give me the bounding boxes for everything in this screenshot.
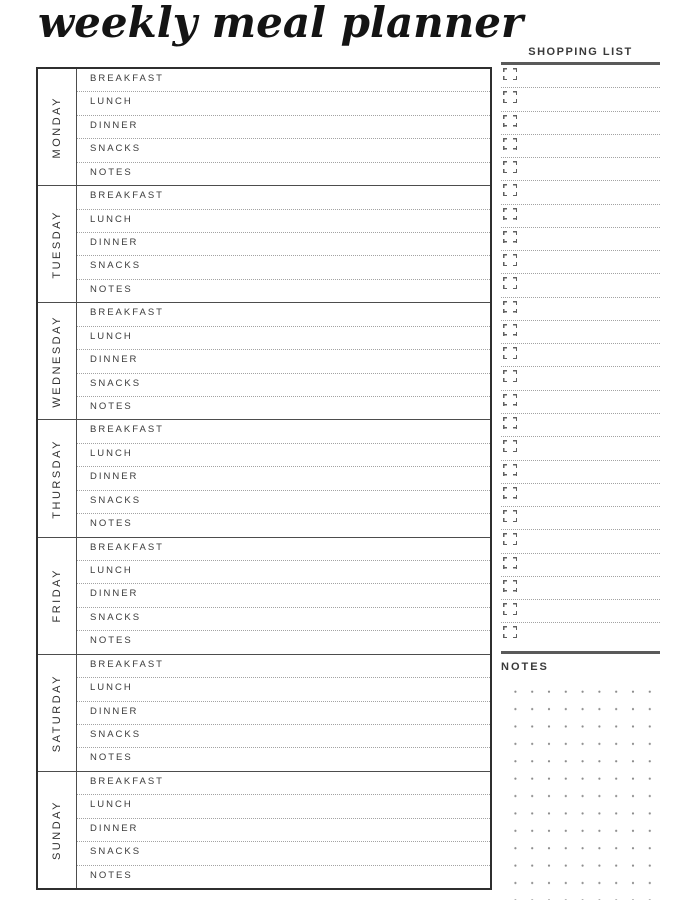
meal-row-snacks[interactable] — [77, 608, 490, 631]
day-block-wednesday — [38, 302, 490, 419]
checkbox-icon[interactable] — [503, 510, 517, 522]
day-label-cell — [38, 772, 77, 888]
meal-row-notes[interactable] — [77, 514, 490, 536]
shopping-list-item[interactable] — [501, 461, 660, 484]
shopping-list-item[interactable] — [501, 298, 660, 321]
meal-rows — [77, 186, 490, 302]
meal-row-lunch[interactable] — [77, 678, 490, 701]
meal-row-label: NOTES — [90, 869, 133, 881]
day-name-label: SATURDAY — [51, 673, 63, 752]
checkbox-icon[interactable] — [503, 208, 517, 220]
day-label-cell — [38, 655, 77, 771]
shopping-list-item[interactable] — [501, 577, 660, 600]
meal-row-lunch[interactable] — [77, 92, 490, 115]
checkbox-icon[interactable] — [503, 301, 517, 313]
notes-title: NOTES — [501, 660, 549, 673]
meal-row-label: NOTES — [90, 400, 133, 412]
meal-row-breakfast[interactable] — [77, 538, 490, 561]
meal-row-label: NOTES — [90, 518, 133, 530]
checkbox-icon[interactable] — [503, 487, 517, 499]
day-label-cell — [38, 420, 77, 536]
meal-row-label: BREAKFAST — [90, 73, 164, 84]
meal-row-notes[interactable] — [77, 280, 490, 302]
meal-row-snacks[interactable] — [77, 139, 490, 162]
day-block-tuesday — [38, 185, 490, 302]
day-name-label: TUESDAY — [51, 209, 63, 279]
meal-row-snacks[interactable] — [77, 256, 490, 279]
meal-row-notes[interactable] — [77, 748, 490, 770]
side-column — [501, 46, 660, 900]
meal-row-label: BREAKFAST — [90, 307, 164, 319]
meal-row-notes[interactable] — [77, 397, 490, 419]
meal-row-label: BREAKFAST — [90, 424, 164, 436]
meal-row-lunch[interactable] — [77, 561, 490, 584]
day-block-thursday — [38, 419, 490, 536]
page-title: weekly meal planner — [38, 0, 524, 47]
meal-row-label: SNACKS — [90, 260, 142, 272]
meal-row-label: NOTES — [90, 283, 133, 295]
meal-row-label: DINNER — [90, 236, 139, 248]
shopping-list-item[interactable] — [501, 112, 660, 135]
meal-row-label: LUNCH — [90, 330, 133, 342]
checkbox-icon[interactable] — [503, 184, 517, 196]
meal-row-label: DINNER — [90, 471, 139, 483]
meal-rows — [77, 69, 490, 185]
checkbox-icon[interactable] — [503, 254, 517, 266]
meal-row-dinner[interactable] — [77, 702, 490, 725]
meal-row-snacks[interactable] — [77, 491, 490, 514]
shopping-list-title: SHOPPING LIST — [528, 46, 633, 58]
meal-row-dinner[interactable] — [77, 116, 490, 139]
meal-row-label: NOTES — [90, 635, 133, 647]
shopping-list-item[interactable] — [501, 391, 660, 414]
checkbox-icon[interactable] — [503, 324, 517, 336]
shopping-list-item[interactable] — [501, 344, 660, 367]
checkbox-icon[interactable] — [503, 603, 517, 615]
meal-row-breakfast[interactable] — [77, 655, 490, 678]
meal-row-label: SNACKS — [90, 377, 142, 389]
meal-row-dinner[interactable] — [77, 584, 490, 607]
meal-row-snacks[interactable] — [77, 725, 490, 748]
checkbox-icon[interactable] — [503, 277, 517, 289]
checkbox-icon[interactable] — [503, 347, 517, 359]
meal-row-label: LUNCH — [90, 96, 133, 108]
meal-row-snacks[interactable] — [77, 842, 490, 865]
meal-row-breakfast[interactable] — [77, 69, 490, 92]
meal-rows — [77, 420, 490, 536]
meal-row-breakfast[interactable] — [77, 303, 490, 326]
checkbox-icon[interactable] — [503, 68, 517, 80]
shopping-list-item[interactable] — [501, 530, 660, 553]
day-label-cell — [38, 69, 77, 185]
checkbox-icon[interactable] — [503, 91, 517, 103]
meal-row-dinner[interactable] — [77, 467, 490, 490]
shopping-list-item[interactable] — [501, 414, 660, 437]
shopping-list-bottom-rule — [501, 651, 660, 654]
meal-row-label: DINNER — [90, 354, 139, 366]
day-name-label: MONDAY — [51, 95, 63, 159]
shopping-list-item[interactable] — [501, 251, 660, 274]
meal-row-label: DINNER — [90, 588, 139, 600]
day-block-monday — [38, 69, 490, 185]
day-name-label: THURSDAY — [51, 438, 63, 519]
meal-row-breakfast[interactable] — [77, 186, 490, 209]
meal-rows — [77, 772, 490, 888]
meal-row-label: NOTES — [90, 752, 133, 764]
checkbox-icon[interactable] — [503, 626, 517, 638]
meal-row-lunch[interactable] — [77, 210, 490, 233]
checkbox-icon[interactable] — [503, 533, 517, 545]
meal-row-label: SNACKS — [90, 728, 142, 740]
meal-row-dinner[interactable] — [77, 819, 490, 842]
day-name-label: WEDNESDAY — [51, 315, 63, 408]
shopping-list-item[interactable] — [501, 507, 660, 530]
shopping-list-item[interactable] — [501, 135, 660, 158]
notes-dot-grid[interactable] — [501, 678, 660, 900]
meal-row-label: LUNCH — [90, 799, 133, 811]
meal-row-label: SNACKS — [90, 494, 142, 506]
meal-row-label: DINNER — [90, 119, 139, 131]
day-block-sunday — [38, 771, 490, 888]
shopping-list-item[interactable] — [501, 158, 660, 181]
meal-row-label: SNACKS — [90, 143, 142, 155]
meal-rows — [77, 303, 490, 419]
day-label-cell — [38, 303, 77, 419]
meal-row-breakfast[interactable] — [77, 772, 490, 795]
meal-row-dinner[interactable] — [77, 233, 490, 256]
day-name-label: FRIDAY — [51, 568, 63, 623]
checkbox-icon[interactable] — [503, 417, 517, 429]
meal-row-label: BREAKFAST — [90, 541, 164, 553]
shopping-list-item[interactable] — [501, 228, 660, 251]
shopping-list-item[interactable] — [501, 484, 660, 507]
checkbox-icon[interactable] — [503, 231, 517, 243]
checkbox-icon[interactable] — [503, 440, 517, 452]
meal-row-label: BREAKFAST — [90, 190, 164, 202]
meal-row-snacks[interactable] — [77, 374, 490, 397]
day-block-saturday — [38, 654, 490, 771]
meal-row-label: LUNCH — [90, 213, 133, 225]
meal-row-notes[interactable] — [77, 163, 490, 185]
checkbox-icon[interactable] — [503, 557, 517, 569]
checkbox-icon[interactable] — [503, 464, 517, 476]
shopping-list-item[interactable] — [501, 205, 660, 228]
checkbox-icon[interactable] — [503, 370, 517, 382]
meal-row-label: SNACKS — [90, 611, 142, 623]
meal-row-label: SNACKS — [90, 846, 142, 858]
shopping-list-item[interactable] — [501, 88, 660, 111]
meal-row-label: DINNER — [90, 822, 139, 834]
meal-row-dinner[interactable] — [77, 350, 490, 373]
shopping-list-item[interactable] — [501, 181, 660, 204]
meal-row-lunch[interactable] — [77, 795, 490, 818]
shopping-list-item[interactable] — [501, 367, 660, 390]
shopping-list-item[interactable] — [501, 321, 660, 344]
shopping-list-item[interactable] — [501, 554, 660, 577]
shopping-list-item[interactable] — [501, 65, 660, 88]
meal-row-label: LUNCH — [90, 682, 133, 694]
meal-row-breakfast[interactable] — [77, 420, 490, 443]
day-name-label: SUNDAY — [51, 799, 63, 860]
meal-row-lunch[interactable] — [77, 444, 490, 467]
day-label-cell — [38, 186, 77, 302]
meal-row-lunch[interactable] — [77, 327, 490, 350]
shopping-list-item[interactable] — [501, 600, 660, 623]
meal-planner-table — [36, 67, 492, 890]
meal-rows — [77, 538, 490, 654]
checkbox-icon[interactable] — [503, 394, 517, 406]
shopping-list-item[interactable] — [501, 274, 660, 297]
checkbox-icon[interactable] — [503, 138, 517, 150]
meal-row-label: BREAKFAST — [90, 658, 164, 670]
checkbox-icon[interactable] — [503, 580, 517, 592]
shopping-list-item[interactable] — [501, 437, 660, 460]
day-label-cell — [38, 538, 77, 654]
meal-row-label: LUNCH — [90, 564, 133, 576]
meal-row-notes[interactable] — [77, 631, 490, 653]
meal-row-label: NOTES — [90, 166, 133, 178]
meal-rows — [77, 655, 490, 771]
meal-row-label: LUNCH — [90, 447, 133, 459]
meal-row-notes[interactable] — [77, 866, 490, 888]
meal-row-label: BREAKFAST — [90, 775, 164, 787]
shopping-list-item[interactable] — [501, 623, 660, 646]
checkbox-icon[interactable] — [503, 115, 517, 127]
meal-row-label: DINNER — [90, 705, 139, 717]
checkbox-icon[interactable] — [503, 161, 517, 173]
day-block-friday — [38, 537, 490, 654]
shopping-list-items — [501, 65, 660, 647]
